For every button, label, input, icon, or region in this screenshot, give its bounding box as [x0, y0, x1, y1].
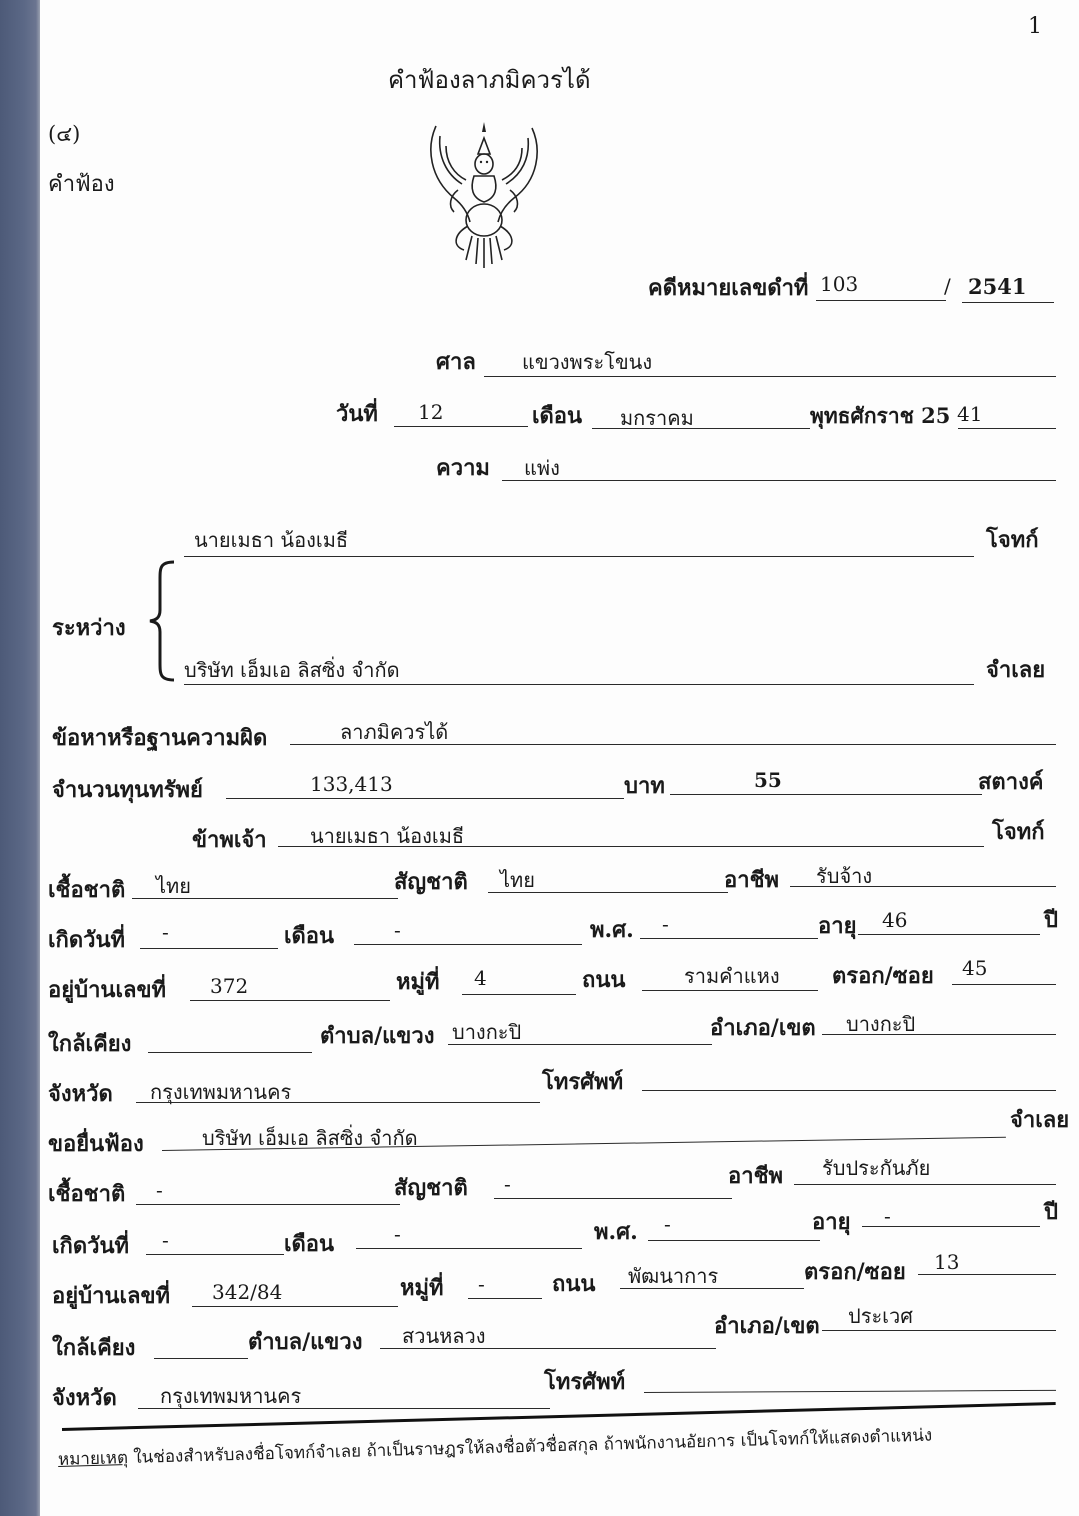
d-phone-label: โทรศัพท์: [544, 1369, 626, 1395]
p-district-value[interactable]: บางกะปิ: [846, 1012, 916, 1036]
p-age-label: อายุ: [818, 913, 857, 939]
p-road-value[interactable]: รามคำแหง: [684, 964, 780, 988]
d-house-no-label: อยู่บ้านเลขที่: [52, 1283, 171, 1309]
defendant-intro-name-value[interactable]: บริษัท เอ็มเอ ลิสซิ่ง จำกัด: [202, 1126, 418, 1150]
d-moo-underline: [468, 1298, 542, 1299]
case-year-value[interactable]: 2541: [968, 274, 1027, 299]
date-year-value[interactable]: 41: [957, 402, 983, 426]
plaintiff-name-value[interactable]: นายเมธา น้องเมธี: [194, 528, 349, 552]
p-province-underline: [136, 1102, 540, 1103]
p-subdistrict-underline: [448, 1044, 712, 1045]
d-age-value[interactable]: -: [884, 1204, 891, 1228]
d-race-label: เชื้อชาติ: [48, 1181, 126, 1207]
d-age-label: อายุ: [812, 1209, 851, 1235]
case-no-label: คดีหมายเลขดำที่: [648, 275, 809, 301]
curly-brace-icon: [148, 560, 176, 682]
d-birth-month-value[interactable]: -: [394, 1222, 401, 1246]
p-soi-label: ตรอก/ซอย: [832, 963, 934, 989]
date-day-underline: [394, 426, 528, 427]
form-name: คำฟ้อง: [48, 172, 115, 197]
p-birth-month-label: เดือน: [284, 923, 335, 949]
date-month-underline: [592, 428, 810, 429]
d-subdistrict-value[interactable]: สวนหลวง: [402, 1324, 486, 1348]
form-code: (๔): [48, 122, 81, 146]
plaintiff-intro-role-label: โจทก์: [992, 819, 1045, 845]
d-race-underline: [136, 1204, 400, 1205]
d-moo-label: หมู่ที่: [400, 1275, 444, 1301]
d-soi-underline: [918, 1274, 1056, 1275]
plaintiff-intro-name-value[interactable]: นายเมธา น้องเมธี: [310, 824, 465, 848]
date-month-value[interactable]: มกราคม: [620, 406, 694, 430]
d-house-no-underline: [192, 1306, 398, 1307]
d-birth-year-label: พ.ศ.: [594, 1219, 638, 1245]
between-label: ระหว่าง: [52, 615, 126, 641]
d-phone-underline[interactable]: [644, 1390, 1056, 1393]
plaintiff-role-label: โจทก์: [986, 527, 1039, 553]
p-province-value[interactable]: กรุงเทพมหานคร: [150, 1080, 292, 1104]
month-label: เดือน: [532, 403, 583, 429]
d-birth-year-underline: [648, 1240, 820, 1241]
plaintiff-name-underline: [184, 556, 974, 557]
court-label: ศาล: [436, 349, 476, 375]
document-title: คำฟ้องลาภมิควรได้: [388, 66, 591, 94]
charge-value[interactable]: ลาภมิควรได้: [340, 720, 449, 744]
year-label: พุทธศักราช 25: [810, 403, 951, 428]
p-soi-underline: [952, 984, 1056, 985]
p-occupation-label: อาชีพ: [724, 867, 779, 893]
case-no-value[interactable]: 103: [820, 272, 859, 296]
d-road-underline: [620, 1288, 804, 1289]
p-road-underline: [642, 990, 818, 991]
defendant-intro-role-label: จำเลย: [1010, 1107, 1070, 1133]
d-province-value[interactable]: กรุงเทพมหานคร: [160, 1384, 302, 1408]
p-nationality-value[interactable]: ไทย: [500, 868, 535, 892]
p-moo-underline: [462, 994, 576, 995]
p-occupation-underline: [790, 886, 1056, 887]
p-moo-value[interactable]: 4: [474, 966, 487, 990]
amount-baht-value[interactable]: 133,413: [310, 772, 393, 796]
plaintiff-intro-underline: [278, 846, 984, 847]
d-birth-day-value[interactable]: -: [162, 1228, 169, 1252]
p-birth-month-underline: [354, 944, 582, 945]
satang-label: สตางค์: [978, 769, 1044, 795]
d-birth-year-value[interactable]: -: [664, 1212, 671, 1236]
footer-note-label: หมายเหตุ: [57, 1448, 129, 1470]
d-age-underline: [862, 1226, 1040, 1227]
page-number: 1: [1028, 14, 1042, 39]
d-nationality-label: สัญชาติ: [394, 1175, 468, 1201]
d-race-value[interactable]: -: [156, 1178, 163, 1202]
d-district-underline: [822, 1330, 1056, 1331]
d-road-value[interactable]: พัฒนาการ: [628, 1264, 719, 1288]
p-race-value[interactable]: ไทย: [156, 874, 191, 898]
court-underline: [484, 376, 1056, 377]
defendant-name-underline: [184, 684, 974, 685]
d-soi-label: ตรอก/ซอย: [804, 1259, 906, 1285]
d-birth-day-label: เกิดวันที่: [52, 1233, 130, 1259]
p-district-label: อำเภอ/เขต: [710, 1015, 816, 1041]
p-birth-day-underline: [140, 948, 278, 949]
p-house-no-label: อยู่บ้านเลขที่: [48, 977, 167, 1003]
p-road-label: ถนน: [582, 967, 626, 993]
baht-label: บาท: [624, 773, 665, 799]
defendant-name-value[interactable]: บริษัท เอ็มเอ ลิสซิ่ง จำกัด: [184, 658, 400, 682]
footer-note: [58, 1422, 933, 1473]
defendant-role-label: จำเลย: [986, 657, 1046, 683]
d-birth-day-underline: [146, 1254, 284, 1255]
p-subdistrict-label: ตำบล/แขวง: [320, 1023, 435, 1049]
d-occupation-underline: [794, 1184, 1056, 1185]
amount-baht-underline: [226, 798, 624, 799]
p-soi-value[interactable]: 45: [962, 956, 988, 980]
plaintiff-intro-label: ข้าพเจ้า: [192, 827, 267, 853]
d-age-unit: ปี: [1044, 1199, 1058, 1225]
p-birth-month-value[interactable]: -: [394, 918, 401, 942]
p-house-no-value[interactable]: 372: [210, 974, 249, 998]
p-phone-underline[interactable]: [642, 1090, 1056, 1091]
d-birth-month-label: เดือน: [284, 1231, 335, 1257]
case-year-underline: [962, 302, 1054, 303]
p-birth-year-label: พ.ศ.: [590, 917, 634, 943]
d-province-label: จังหวัด: [52, 1385, 117, 1411]
d-soi-value[interactable]: 13: [934, 1250, 960, 1274]
p-district-underline: [822, 1034, 1056, 1035]
p-race-label: เชื้อชาติ: [48, 877, 126, 903]
p-occupation-value[interactable]: รับจ้าง: [816, 864, 873, 888]
court-value[interactable]: แขวงพระโขนง: [522, 350, 653, 374]
p-nationality-underline: [488, 892, 728, 893]
case-type-label: ความ: [436, 455, 490, 481]
amount-satang-value[interactable]: 55: [754, 768, 782, 792]
p-birth-year-value[interactable]: -: [662, 912, 669, 936]
charge-underline: [290, 744, 1056, 745]
d-nationality-value[interactable]: -: [504, 1172, 511, 1196]
case-separator: /: [944, 274, 951, 298]
d-district-label: อำเภอ/เขต: [714, 1313, 820, 1339]
date-year-underline: [958, 428, 1056, 429]
d-province-underline: [138, 1408, 550, 1409]
case-type-value[interactable]: แพ่ง: [524, 456, 560, 480]
d-nearby-label: ใกล้เคียง: [52, 1335, 136, 1361]
d-moo-value[interactable]: -: [478, 1272, 485, 1296]
p-nationality-label: สัญชาติ: [394, 869, 468, 895]
p-phone-label: โทรศัพท์: [542, 1069, 624, 1095]
d-subdistrict-underline: [380, 1348, 716, 1349]
d-subdistrict-label: ตำบล/แขวง: [248, 1329, 363, 1355]
d-occupation-value[interactable]: รับประกันภัย: [822, 1156, 931, 1180]
case-type-underline: [502, 480, 1056, 481]
page-binding-edge: [0, 0, 40, 1516]
charge-label: ข้อหาหรือฐานความผิด: [52, 725, 268, 751]
date-day-value[interactable]: 12: [418, 400, 444, 424]
d-occupation-label: อาชีพ: [728, 1163, 783, 1189]
p-birth-day-value[interactable]: -: [162, 920, 169, 944]
p-house-no-underline: [190, 1000, 390, 1001]
p-nearby-label: ใกล้เคียง: [48, 1031, 132, 1057]
defendant-intro-label: ขอยื่นฟ้อง: [48, 1131, 144, 1157]
d-road-label: ถนน: [552, 1271, 596, 1297]
p-birth-day-label: เกิดวันที่: [48, 927, 126, 953]
p-province-label: จังหวัด: [48, 1081, 113, 1107]
d-district-value[interactable]: ประเวศ: [848, 1304, 913, 1328]
garuda-emblem-icon: [424, 118, 544, 270]
d-nearby-underline[interactable]: [154, 1358, 248, 1359]
footer-note-text: ในช่องสำหรับลงชื่อโจทก์จำเลย ถ้าเป็นราษฎรให้ลงชื่อตัวชื่อสกุล ถ้าพนักงานอัยการ เป็นโจทก์ให้แสดงตำแหน่ง: [127, 1425, 933, 1469]
p-age-value[interactable]: 46: [882, 908, 908, 932]
d-birth-month-underline: [356, 1248, 582, 1249]
p-moo-label: หมู่ที่: [396, 969, 440, 995]
d-nationality-underline: [494, 1198, 732, 1199]
date-label: วันที่: [336, 401, 378, 427]
p-birth-year-underline: [640, 938, 818, 939]
d-house-no-value[interactable]: 342/84: [212, 1280, 283, 1304]
p-age-unit: ปี: [1044, 907, 1058, 933]
amount-label: จำนวนทุนทรัพย์: [52, 777, 203, 803]
amount-satang-underline: [670, 794, 982, 795]
p-nearby-underline[interactable]: [148, 1052, 312, 1053]
p-age-underline: [858, 934, 1040, 935]
p-race-underline: [132, 898, 398, 899]
p-subdistrict-value[interactable]: บางกะปิ: [452, 1020, 522, 1044]
case-no-underline: [816, 300, 946, 301]
